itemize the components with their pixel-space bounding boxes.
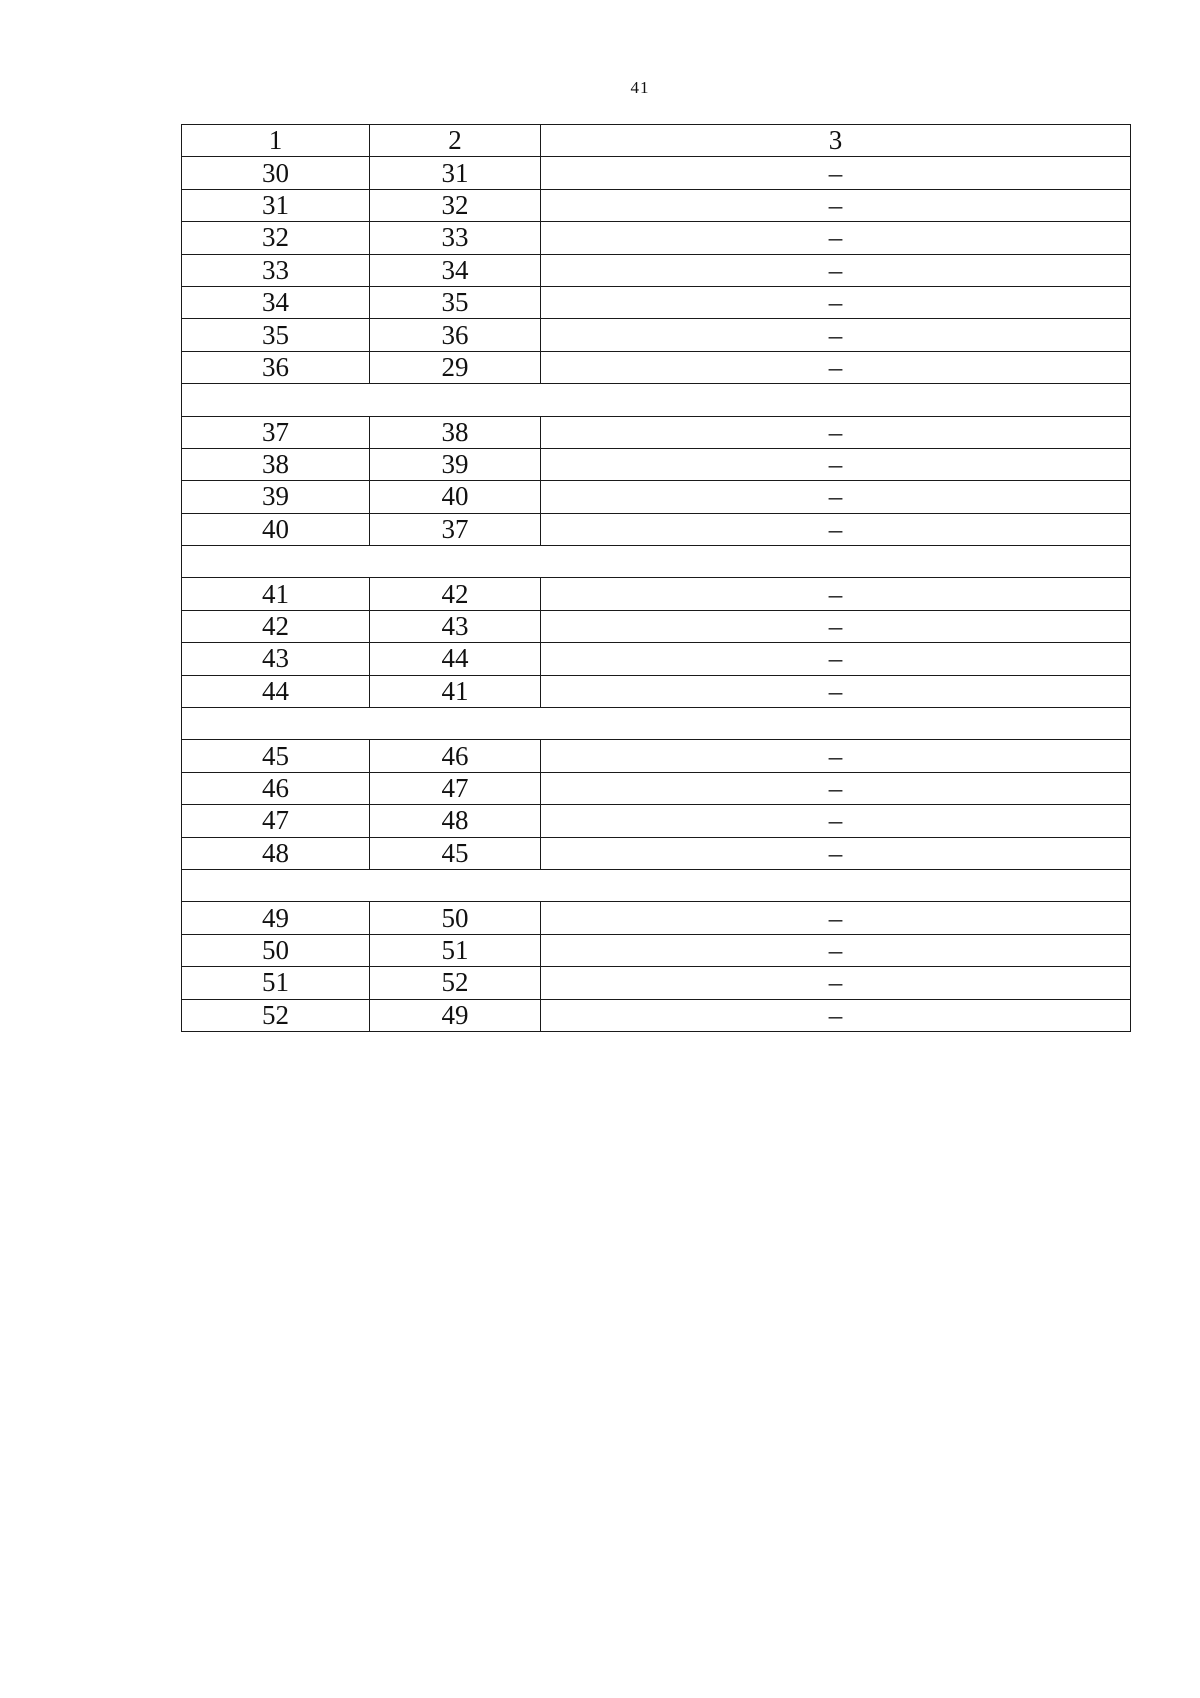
col2-cell: 35 bbox=[370, 286, 541, 318]
table-row bbox=[182, 902, 1131, 934]
table-body bbox=[182, 125, 1131, 1032]
col3-cell: – bbox=[541, 481, 1131, 513]
col1-cell: 44 bbox=[182, 675, 370, 707]
group-separator-cell bbox=[182, 384, 1131, 416]
group-separator-row bbox=[182, 708, 1131, 740]
table-row bbox=[182, 740, 1131, 772]
column-number-cell: 3 bbox=[541, 125, 1131, 157]
table-row bbox=[182, 481, 1131, 513]
col1-cell: 35 bbox=[182, 319, 370, 351]
col1-cell: 48 bbox=[182, 837, 370, 869]
col3-cell: – bbox=[541, 902, 1131, 934]
col3-cell: – bbox=[541, 416, 1131, 448]
col1-cell: 32 bbox=[182, 222, 370, 254]
table-row bbox=[182, 222, 1131, 254]
col2-cell: 31 bbox=[370, 157, 541, 189]
col3-cell: – bbox=[541, 772, 1131, 804]
col1-cell: 45 bbox=[182, 740, 370, 772]
table-row bbox=[182, 805, 1131, 837]
col1-cell: 33 bbox=[182, 254, 370, 286]
table-row bbox=[182, 610, 1131, 642]
table-row bbox=[182, 578, 1131, 610]
col1-cell: 46 bbox=[182, 772, 370, 804]
col3-cell: – bbox=[541, 222, 1131, 254]
col2-cell: 45 bbox=[370, 837, 541, 869]
col2-cell: 43 bbox=[370, 610, 541, 642]
col3-cell: – bbox=[541, 837, 1131, 869]
col3-cell: – bbox=[541, 254, 1131, 286]
table-row bbox=[182, 351, 1131, 383]
table-row bbox=[182, 934, 1131, 966]
col1-cell: 30 bbox=[182, 157, 370, 189]
column-number-cell: 2 bbox=[370, 125, 541, 157]
col2-cell: 39 bbox=[370, 448, 541, 480]
col1-cell: 34 bbox=[182, 286, 370, 318]
col3-cell: – bbox=[541, 578, 1131, 610]
col2-cell: 44 bbox=[370, 643, 541, 675]
column-number-cell: 1 bbox=[182, 125, 370, 157]
col3-cell: – bbox=[541, 513, 1131, 545]
col3-cell: – bbox=[541, 286, 1131, 318]
col1-cell: 37 bbox=[182, 416, 370, 448]
table-row bbox=[182, 772, 1131, 804]
table-row bbox=[182, 448, 1131, 480]
col3-cell: – bbox=[541, 319, 1131, 351]
data-table bbox=[181, 124, 1131, 1032]
col1-cell: 40 bbox=[182, 513, 370, 545]
group-separator-row bbox=[182, 546, 1131, 578]
group-separator-cell bbox=[182, 546, 1131, 578]
col1-cell: 43 bbox=[182, 643, 370, 675]
col1-cell: 47 bbox=[182, 805, 370, 837]
col1-cell: 31 bbox=[182, 189, 370, 221]
col1-cell: 36 bbox=[182, 351, 370, 383]
col2-cell: 46 bbox=[370, 740, 541, 772]
table-row bbox=[182, 157, 1131, 189]
col3-cell: – bbox=[541, 448, 1131, 480]
col3-cell: – bbox=[541, 740, 1131, 772]
col3-cell: – bbox=[541, 610, 1131, 642]
col3-cell: – bbox=[541, 967, 1131, 999]
col2-cell: 38 bbox=[370, 416, 541, 448]
table-row bbox=[182, 999, 1131, 1031]
table-row bbox=[182, 675, 1131, 707]
col2-cell: 36 bbox=[370, 319, 541, 351]
page-number: 41 bbox=[630, 78, 650, 97]
col2-cell: 41 bbox=[370, 675, 541, 707]
group-separator-cell bbox=[182, 708, 1131, 740]
col1-cell: 39 bbox=[182, 481, 370, 513]
col3-cell: – bbox=[541, 643, 1131, 675]
col2-cell: 33 bbox=[370, 222, 541, 254]
col1-cell: 42 bbox=[182, 610, 370, 642]
col1-cell: 50 bbox=[182, 934, 370, 966]
col2-cell: 48 bbox=[370, 805, 541, 837]
col1-cell: 51 bbox=[182, 967, 370, 999]
col2-cell: 29 bbox=[370, 351, 541, 383]
col2-cell: 49 bbox=[370, 999, 541, 1031]
col1-cell: 38 bbox=[182, 448, 370, 480]
col3-cell: – bbox=[541, 157, 1131, 189]
table-row bbox=[182, 416, 1131, 448]
col3-cell: – bbox=[541, 934, 1131, 966]
col2-cell: 47 bbox=[370, 772, 541, 804]
col1-cell: 52 bbox=[182, 999, 370, 1031]
col3-cell: – bbox=[541, 675, 1131, 707]
col3-cell: – bbox=[541, 189, 1131, 221]
col3-cell: – bbox=[541, 999, 1131, 1031]
group-separator-cell bbox=[182, 869, 1131, 901]
table-row bbox=[182, 837, 1131, 869]
col2-cell: 32 bbox=[370, 189, 541, 221]
col1-cell: 49 bbox=[182, 902, 370, 934]
col2-cell: 51 bbox=[370, 934, 541, 966]
table-row bbox=[182, 286, 1131, 318]
group-separator-row bbox=[182, 384, 1131, 416]
col2-cell: 37 bbox=[370, 513, 541, 545]
table-header-row bbox=[182, 125, 1131, 157]
table-row bbox=[182, 254, 1131, 286]
table-row bbox=[182, 319, 1131, 351]
table-row bbox=[182, 189, 1131, 221]
table-row bbox=[182, 513, 1131, 545]
col2-cell: 42 bbox=[370, 578, 541, 610]
table-row bbox=[182, 643, 1131, 675]
col1-cell: 41 bbox=[182, 578, 370, 610]
table-row bbox=[182, 967, 1131, 999]
col2-cell: 50 bbox=[370, 902, 541, 934]
col2-cell: 40 bbox=[370, 481, 541, 513]
col3-cell: – bbox=[541, 805, 1131, 837]
col3-cell: – bbox=[541, 351, 1131, 383]
col2-cell: 34 bbox=[370, 254, 541, 286]
col2-cell: 52 bbox=[370, 967, 541, 999]
group-separator-row bbox=[182, 869, 1131, 901]
